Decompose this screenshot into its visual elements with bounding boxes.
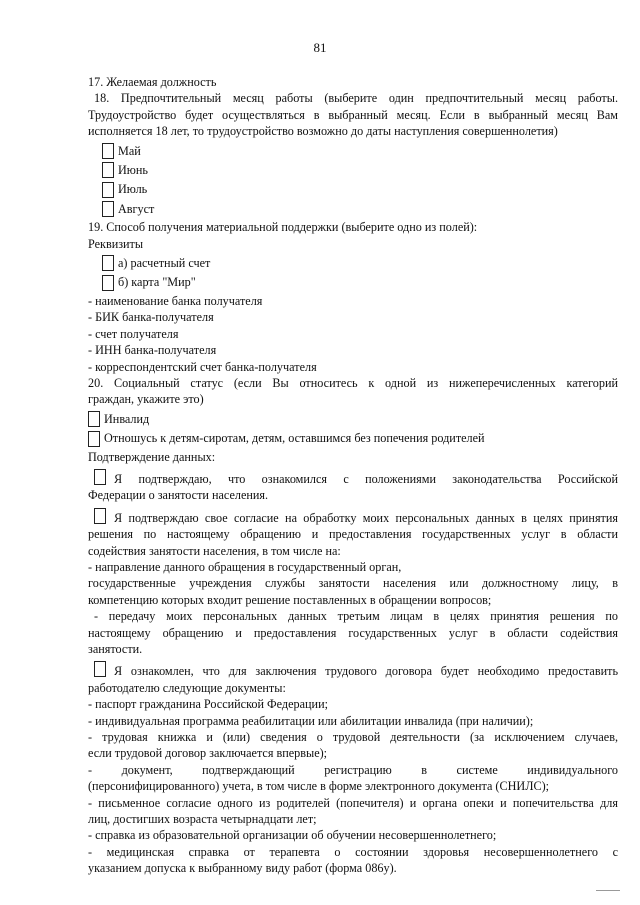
consent-law-checkbox[interactable] — [94, 469, 106, 485]
option-label: Июнь — [118, 163, 148, 178]
option-label: а) расчетный счет — [118, 256, 211, 271]
q20-line-2: граждан, укажите это) — [88, 392, 204, 407]
bank-field-name: - наименование банка получателя — [88, 293, 263, 308]
checkbox[interactable] — [88, 411, 100, 427]
page-number: 81 — [313, 40, 327, 55]
option-label: б) карта "Мир" — [118, 275, 196, 290]
consent-data-line-9: занятости. — [88, 642, 143, 656]
consent-data-line-7: - передачу моих персональных данных третьим лицам в целях принятия решения по — [94, 609, 618, 624]
document-item: - письменное согласие одного из родителей (попечителя) и органа опеки и попечительства для — [88, 795, 618, 810]
consent-data-line-5: государственные учреждения службы занятости населения или должностному лицу, в — [88, 576, 618, 591]
consent-data-line-2: решения по настоящему обращению и предоставления государственных услуг в области — [88, 527, 618, 542]
consent-data-line-6: компетенцию которых входит решение поставленных в обращении вопросов; — [88, 592, 492, 607]
checkbox[interactable] — [102, 255, 114, 271]
option-label: Июль — [118, 182, 148, 197]
checkbox[interactable] — [88, 431, 100, 447]
payment-option-mir-card[interactable] — [102, 274, 618, 290]
q20-line-1: 20. Социальный статус (если Вы относитесь к одной из нижеперечисленных категорий — [88, 375, 618, 390]
checkbox[interactable] — [102, 201, 114, 217]
consent-data-line-4: - направление данного обращения в государственный орган, — [88, 559, 402, 574]
status-option-orphan[interactable] — [88, 430, 618, 446]
consent-docs-text: Я ознакомлен, что для заключения трудового договора будет необходимо предоставить — [114, 664, 618, 679]
consent-law-line-2: Федерации о занятости населения. — [88, 488, 269, 503]
checkbox[interactable] — [102, 162, 114, 178]
document-item: указанием допуска к выбранному виду работ (форма 086у). — [88, 861, 397, 876]
consent-data-line-8: настоящему обращению и предоставления государственных услуг в области содействия — [88, 625, 618, 640]
document-item: - паспорт гражданина Российской Федерации; — [88, 697, 328, 712]
checkbox[interactable] — [102, 275, 114, 291]
consent-data-checkbox[interactable] — [94, 508, 106, 524]
q18-line-1: 18. Предпочтительный месяц работы (выберите один предпочтительный месяц работы. — [94, 91, 618, 106]
bank-field-inn: - ИНН банка-получателя — [88, 343, 217, 358]
month-option-july[interactable] — [102, 181, 618, 197]
option-label: Инвалид — [104, 411, 150, 426]
checkbox[interactable] — [102, 182, 114, 198]
consent-data-line-3: содействия занятости населения, в том числе на: — [88, 543, 341, 558]
document-item: - трудовая книжка и (или) сведения о трудовой деятельности (за исключением случаев, — [88, 730, 618, 745]
document-item: - документ, подтверждающий регистрацию в системе индивидуального — [88, 762, 618, 777]
option-label: Отношусь к детям-сиротам, детям, оставшимся без попечения родителей — [104, 431, 485, 446]
consent-docs-line-1[interactable] — [88, 661, 618, 679]
document-item: (персонифицированного) учета, в том числе в форме электронного документа (СНИЛС); — [88, 779, 550, 794]
q18-line-3: исполняется 18 лет, то трудоустройство возможно до даты наступления совершеннолетия) — [88, 124, 558, 139]
q18-line-2: Трудоустройство будет осуществляться в выбранный месяц. Если в выбранный месяц Вам — [88, 107, 618, 122]
bank-field-corr-account: - корреспондентский счет банка-получателя — [88, 359, 317, 374]
consent-data-line-1[interactable] — [88, 508, 618, 526]
q19-requisites: Реквизиты — [88, 236, 144, 251]
option-label: Май — [118, 143, 141, 158]
document-item: если трудовой договор заключается впервые); — [88, 746, 328, 761]
bank-field-bik: - БИК банка-получателя — [88, 310, 214, 325]
consent-law-line-1[interactable] — [88, 469, 618, 487]
checkbox[interactable] — [102, 143, 114, 159]
option-label: Август — [118, 201, 155, 216]
consent-docs-checkbox[interactable] — [94, 661, 106, 677]
document-item: - индивидуальная программа реабилитации или абилитации инвалида (при наличии); — [88, 713, 534, 728]
footer-rule — [596, 890, 620, 891]
form-content — [88, 74, 618, 877]
document-item: лиц, достигших возраста четырнадцати лет; — [88, 812, 317, 827]
payment-option-account[interactable] — [102, 255, 618, 271]
consent-data-text: Я подтверждаю свое согласие на обработку моих персональных данных в целях принятия — [114, 510, 618, 525]
document-item: - справка из образовательной организации об обучении несовершеннолетнего; — [88, 828, 497, 843]
consent-docs-line-2: работодателю следующие документы: — [88, 680, 286, 695]
bank-field-account: - счет получателя — [88, 326, 179, 341]
month-option-august[interactable] — [102, 201, 618, 217]
status-option-disabled[interactable] — [88, 411, 618, 427]
q17-label: 17. Желаемая должность — [88, 75, 217, 89]
consent-law-text: Я подтверждаю, что ознакомился с положениями законодательства Российской — [114, 471, 618, 486]
document-item: - медицинская справка от терапевта о состоянии здоровья несовершеннолетнего с — [88, 844, 618, 859]
confirmation-heading: Подтверждение данных: — [88, 449, 216, 464]
q19-title: 19. Способ получения материальной поддержки (выберите одно из полей): — [88, 220, 478, 235]
month-option-may[interactable] — [102, 143, 618, 159]
month-option-june[interactable] — [102, 162, 618, 178]
